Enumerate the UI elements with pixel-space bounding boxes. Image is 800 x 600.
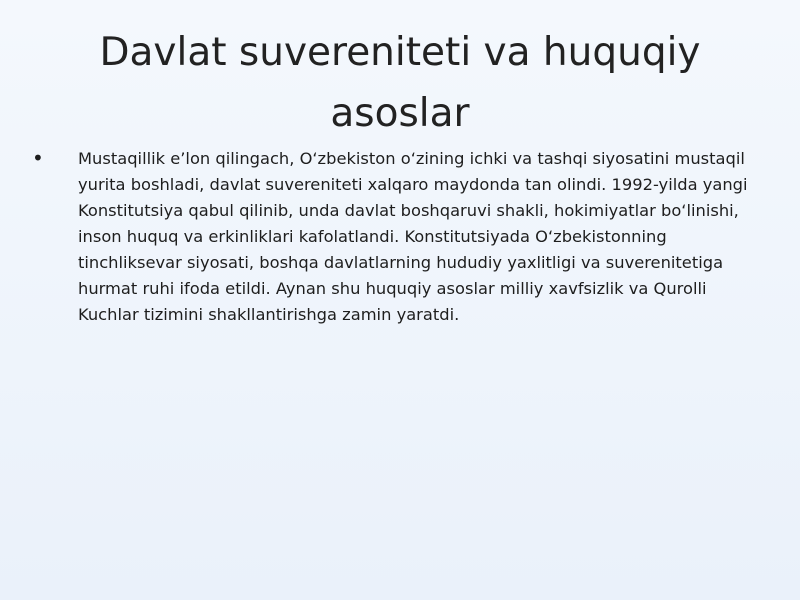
bullet-list: [32, 146, 772, 328]
bullet-icon: •: [32, 146, 44, 170]
bullet-text: Mustaqillik e’lon qilingach, O‘zbekiston o‘zining ichki va tashqi siyosatini mustaqil yurita boshladi, davlat suvereniteti xalqaro maydonda tan olindi. 1992-yilda yangi Konstitutsiya qabul qilinib, unda davlat boshqaruvi shakli, hokimiyatlar bo‘linishi, inson huquq va erkinliklari kafolatlandi. Konstitutsiyada O‘zbekistonning tinchliksevar siyosati, boshqa davlatlarning hududiy yaxlitligi va suverenitetiga hurmat ruhi ifoda etildi. Aynan shu huquqiy asoslar milliy xavfsizlik va Qurolli Kuchlar tizimini shakllantirishga zamin yaratdi.: [78, 149, 748, 324]
slide-title: Davlat suvereniteti va huquqiy asoslar: [99, 30, 701, 136]
bullet-item: [32, 146, 772, 328]
